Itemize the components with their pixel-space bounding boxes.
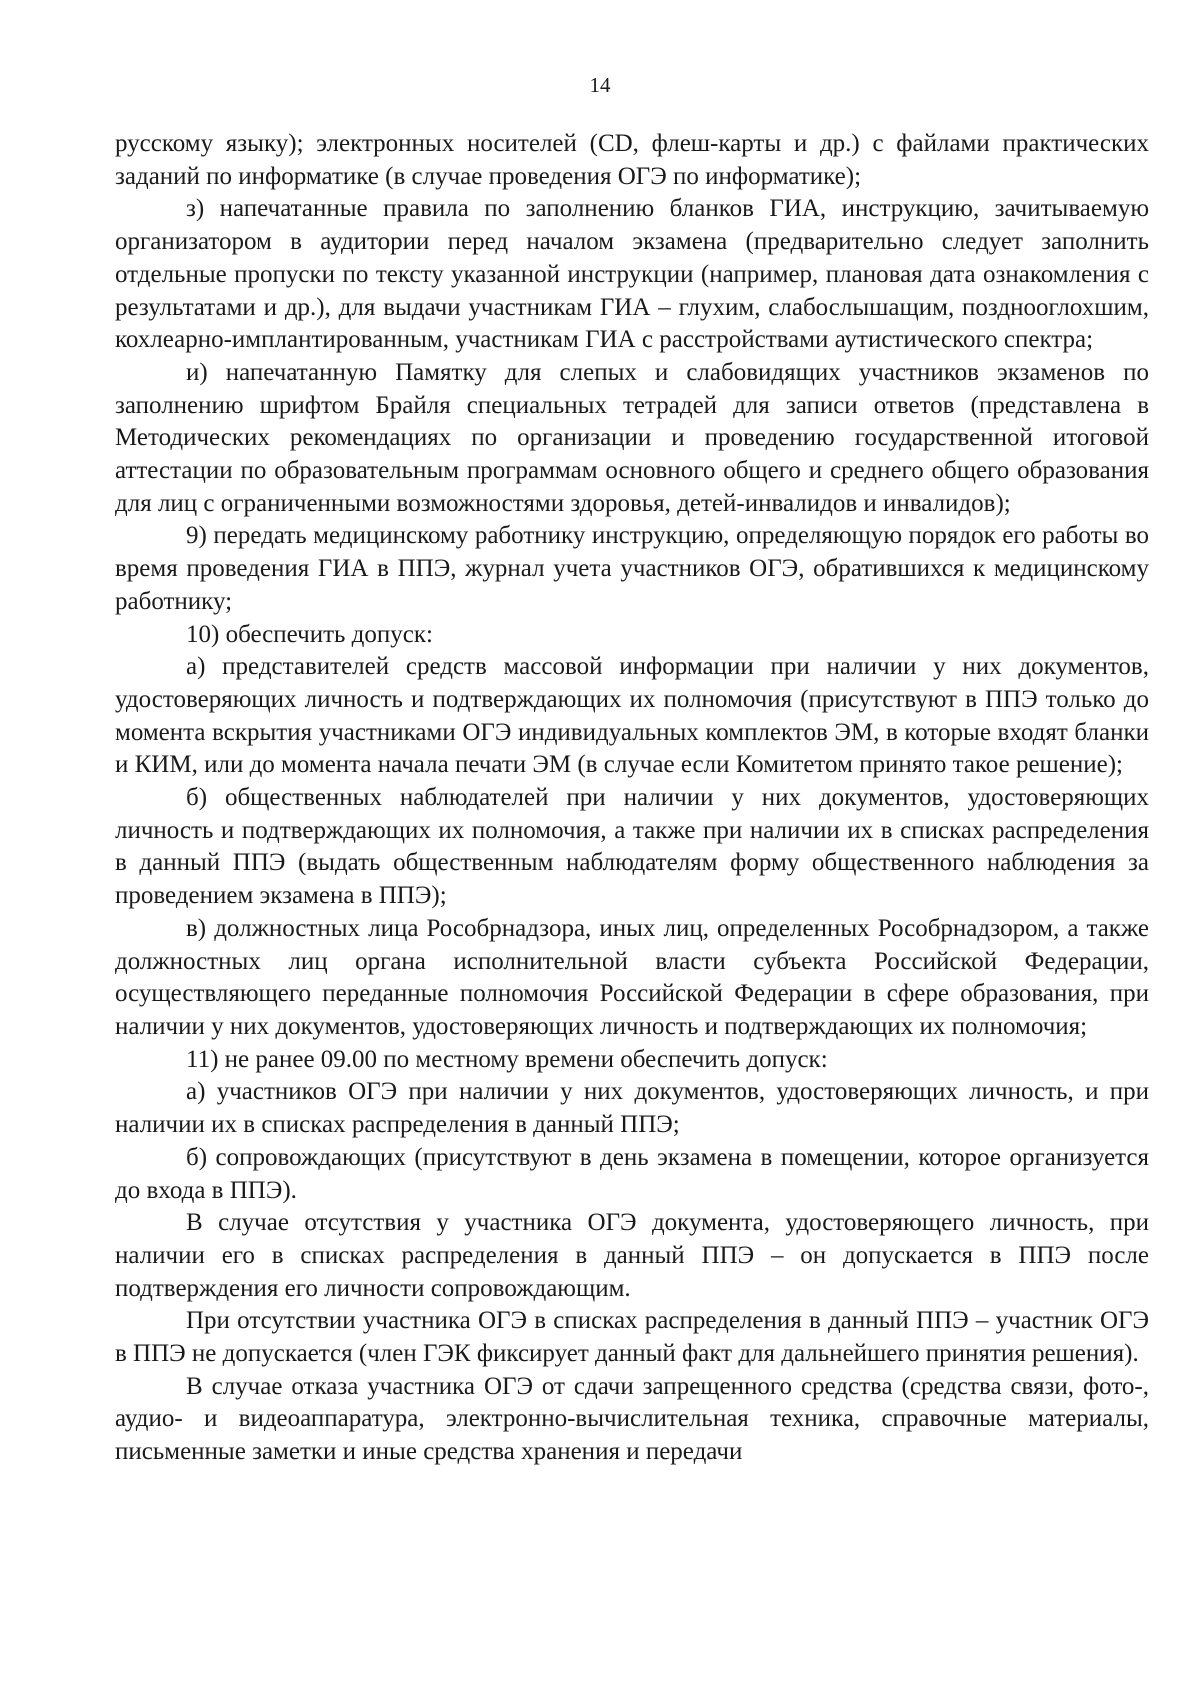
paragraph-item-11: 11) не ранее 09.00 по местному времени обеспечить допуск: [186, 1045, 828, 1073]
paragraph-item-10-b: б) общественных наблюдателей при наличии у них документов, удостоверяющих личность и подтверждающих их полномочия, а также при наличии их в списках распределения в данный ППЭ (выдать общественным наблюдателям форму общественного наблюдения за проведением экзамена в ППЭ); [115, 784, 1149, 910]
paragraph-not-in-list: При отсутствии участника ОГЭ в списках распределения в данный ППЭ – участник ОГЭ в ППЭ не допускается (член ГЭК фиксирует данный факт для дальнейшего принятия решения). [115, 1307, 1149, 1368]
paragraph-item-11-b: б) сопровождающих (присутствуют в день экзамена в помещении, которое организуется до входа в ППЭ). [115, 1143, 1149, 1204]
paragraph-item-z: з) напечатанные правила по заполнению бланков ГИА, инструкцию, зачитываемую организатором в аудитории перед началом экзамена (предварительно следует заполнить отдельные пропуски по тексту указанной инструкции (например, плановая дата ознакомления с результатами и др.), для выдачи участникам ГИА – глухим, слабослышащим, позднооглохшим, кохлеарно-имплантированным, участникам ГИА с расстройствами аутистического спектра; [115, 195, 1149, 354]
paragraph-item-10-v: в) должностных лица Рособрнадзора, иных лиц, определенных Рособрнадзором, а также должностных лиц органа исполнительной власти субъекта Российской Федерации, осуществляющего переданные полномочия Российской Федерации в сфере образования, при наличии у них документов, удостоверяющих личность и подтверждающих их полномочия; [115, 914, 1149, 1040]
paragraph-refusal: В случае отказа участника ОГЭ от сдачи запрещенного средства (средства связи, фото-, аудио- и видеоаппаратура, электронно-вычислительная техника, справочные материалы, письменные заметки и иные средства хранения и передачи [115, 1372, 1149, 1466]
paragraph-item-i: и) напечатанную Памятку для слепых и слабовидящих участников экзаменов по заполнению шрифтом Брайля специальных тетрадей для записи ответов (представлена в Методических рекомендациях по организации и проведению государственной итоговой аттестации по образовательным программам основного общего и среднего общего образования для лиц с ограниченными возможностями здоровья, детей-инвалидов и инвалидов); [115, 358, 1149, 517]
paragraph-item-11-a: а) участников ОГЭ при наличии у них документов, удостоверяющих личность, и при наличии их в списках распределения в данный ППЭ; [115, 1078, 1149, 1139]
document-body [115, 128, 1149, 1469]
paragraph-no-document: В случае отсутствия у участника ОГЭ документа, удостоверяющего личность, при наличии его в списках распределения в данный ППЭ – он допускается в ППЭ после подтверждения его личности сопровождающим. [115, 1209, 1149, 1302]
paragraph-item-10: 10) обеспечить допуск: [186, 620, 433, 648]
paragraph-item-10-a: а) представителей средств массовой информации при наличии у них документов, удостоверяющих личность и подтверждающих их полномочия (присутствуют в ППЭ только до момента вскрытия участниками ОГЭ индивидуальных комплектов ЭМ, в которые входят бланки и КИМ, или до момента начала печати ЭМ (в случае если Комитетом принято такое решение); [115, 653, 1149, 779]
paragraph-item-9: 9) передать медицинскому работнику инструкцию, определяющую порядок его работы во время проведения ГИА в ППЭ, журнал учета участников ОГЭ, обратившихся к медицинскому работнику; [115, 522, 1149, 615]
page-number: 14 [589, 73, 611, 97]
paragraph-continuation: русскому языку); электронных носителей (CD, флеш-карты и др.) с файлами практических заданий по информатике (в случае проведения ОГЭ по информатике); [115, 130, 1149, 190]
